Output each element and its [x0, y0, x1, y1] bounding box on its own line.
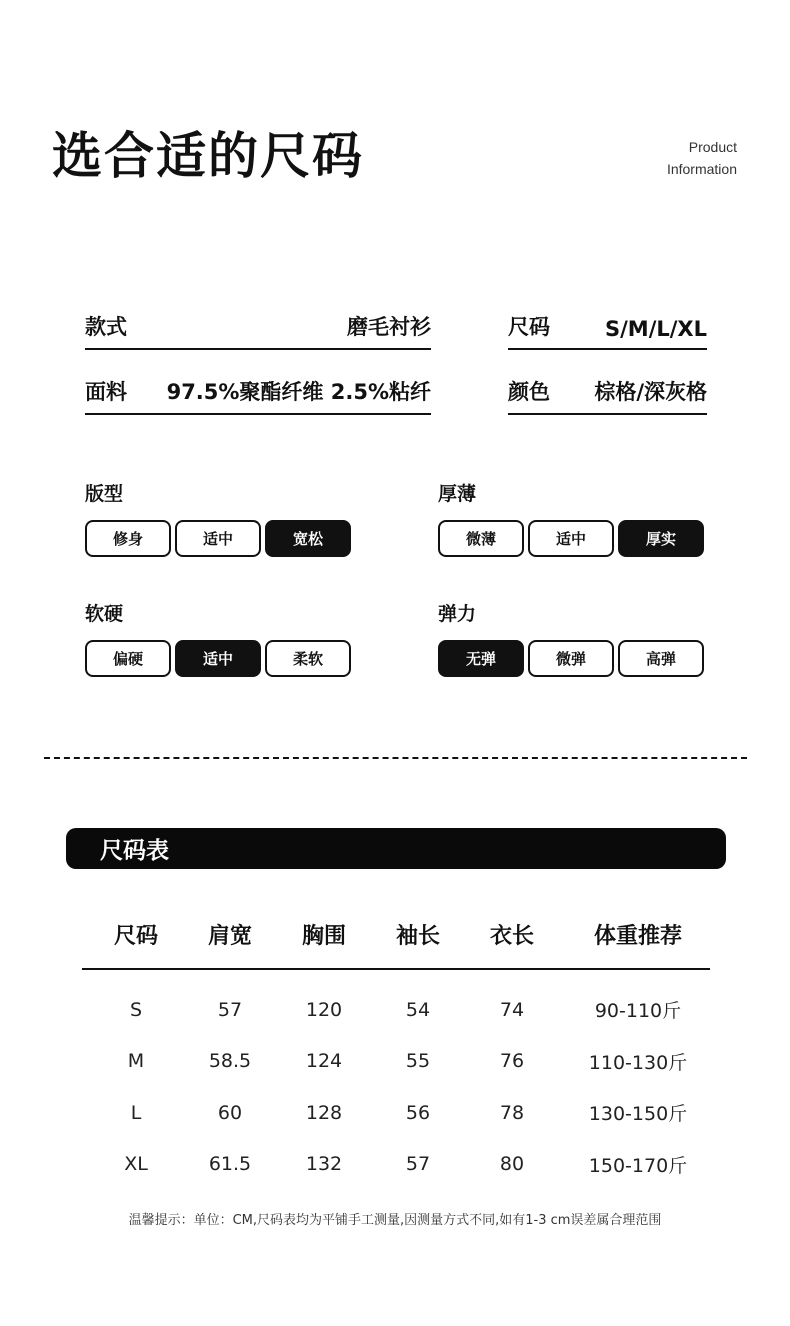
softness-option-medium[interactable]: 适中: [175, 640, 261, 677]
cell-sleeve: 54: [405, 998, 431, 1021]
header-length: 衣长: [489, 923, 534, 949]
info-style-value: 磨毛衬衫: [347, 315, 431, 339]
cell-chest: 128: [305, 1101, 343, 1124]
table-row: [82, 1036, 710, 1088]
info-size-value: S/M/L/XL: [605, 317, 707, 341]
cell-shoulder: 60: [217, 1101, 243, 1124]
cell-size: L: [130, 1101, 142, 1124]
cell-weight: 110-130斤: [588, 1051, 688, 1074]
table-row: [82, 1139, 710, 1191]
cell-shoulder: 57: [217, 998, 243, 1021]
table-row: [82, 984, 710, 1036]
cell-sleeve: 57: [405, 1153, 431, 1176]
info-fabric-row: [85, 375, 431, 415]
cell-sleeve: 56: [405, 1101, 431, 1124]
info-color-row: [508, 375, 707, 415]
header-weight: 体重推荐: [593, 923, 682, 949]
cell-weight: 130-150斤: [588, 1103, 688, 1126]
cell-chest: 120: [305, 998, 343, 1021]
elasticity-option-slight[interactable]: 微弹: [528, 640, 614, 677]
fit-option-slim[interactable]: 修身: [85, 520, 171, 557]
cell-weight: 90-110斤: [594, 1000, 682, 1023]
cell-size: S: [129, 998, 143, 1021]
cell-chest: 132: [305, 1153, 343, 1176]
info-color-label: 颜色: [508, 380, 550, 404]
softness-option-soft[interactable]: 柔软: [265, 640, 351, 677]
thickness-option-medium[interactable]: 适中: [528, 520, 614, 557]
table-body: [82, 970, 710, 1190]
fit-label: 版型: [85, 483, 124, 505]
thickness-option-thin[interactable]: 微薄: [438, 520, 524, 557]
softness-options: [85, 640, 351, 677]
elasticity-option-high[interactable]: 高弹: [618, 640, 704, 677]
thickness-options: [438, 520, 704, 557]
info-size-label: 尺码: [508, 315, 550, 339]
info-fabric-label: 面料: [85, 380, 127, 404]
header-chest: 胸围: [301, 923, 346, 949]
cell-weight: 150-170斤: [588, 1154, 688, 1177]
info-size-row: [508, 310, 707, 350]
subtitle-line-1: Product: [688, 139, 737, 155]
cell-chest: 124: [305, 1050, 343, 1073]
fit-option-loose[interactable]: 宽松: [265, 520, 351, 557]
cell-length: 80: [499, 1153, 525, 1176]
cell-length: 76: [499, 1050, 525, 1073]
info-style-row: [85, 310, 431, 350]
info-style-label: 款式: [85, 315, 127, 339]
cell-length: 78: [499, 1101, 525, 1124]
softness-option-stiff[interactable]: 偏硬: [85, 640, 171, 677]
fit-option-regular[interactable]: 适中: [175, 520, 261, 557]
info-fabric-value: 97.5%聚酯纤维 2.5%粘纤: [166, 380, 431, 404]
cell-length: 74: [499, 998, 525, 1021]
table-header-row: [82, 900, 710, 970]
header-sleeve: 袖长: [395, 923, 440, 949]
cell-size: XL: [124, 1153, 148, 1176]
header-size: 尺码: [113, 923, 158, 949]
thickness-option-thick[interactable]: 厚实: [618, 520, 704, 557]
subtitle-line-2: Information: [666, 161, 737, 177]
cell-sleeve: 55: [405, 1050, 431, 1073]
elasticity-option-none[interactable]: 无弹: [438, 640, 524, 677]
page-title: 选合适的尺码: [52, 127, 364, 185]
fit-options: [85, 520, 351, 557]
dashed-divider: [44, 757, 747, 759]
elasticity-label: 弹力: [438, 603, 477, 625]
elasticity-options: [438, 640, 704, 677]
softness-label: 软硬: [85, 603, 124, 625]
product-information-label: [667, 136, 737, 180]
info-color-value: 棕格/深灰格: [594, 380, 707, 404]
measurement-note: 温馨提示：单位：CM,尺码表均为平铺手工测量,因测量方式不同,如有1-3 cm误差属合理范围: [128, 1213, 662, 1228]
size-chart-title: 尺码表: [100, 838, 169, 864]
size-chart-header-bar: [66, 828, 726, 869]
cell-shoulder: 58.5: [208, 1050, 252, 1073]
cell-size: M: [127, 1050, 145, 1073]
thickness-label: 厚薄: [438, 483, 477, 505]
size-chart-table: [82, 900, 710, 1190]
table-row: [82, 1087, 710, 1139]
header-shoulder: 肩宽: [207, 923, 252, 949]
cell-shoulder: 61.5: [208, 1153, 252, 1176]
